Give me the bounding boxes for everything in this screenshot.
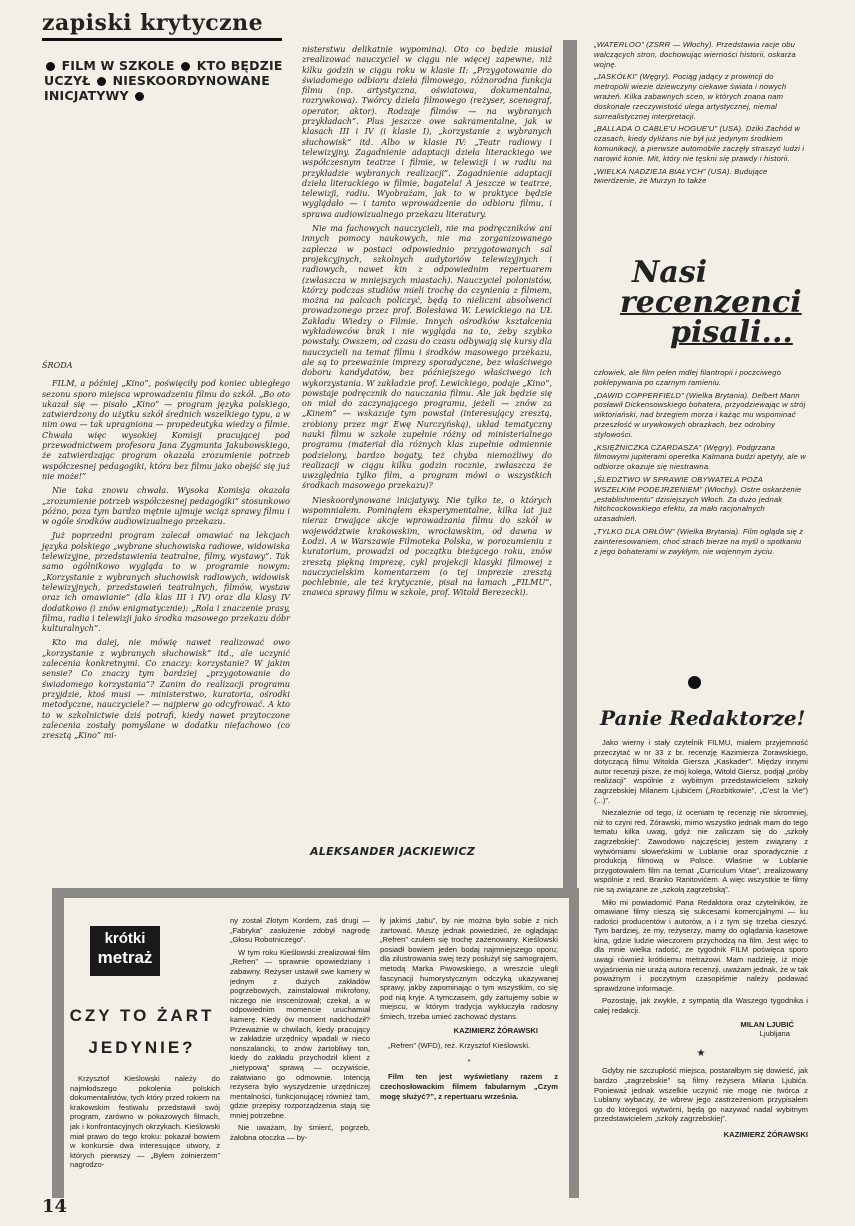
star-separator: * [467, 1056, 471, 1066]
heading-line: recenzenci [620, 285, 802, 320]
paragraph: Nie ma fachowych nauczycieli, nie ma podręczników ani innych pomocy naukowych, nie ma zorganizowanego zaplecza w postaci odpowiednio przygotowanych sal projekcyjnych, szkolnych audytoriów telewizyjnych i radiowych, nawet kin z odpowiednim repertuarem (zwłaszcza w mniejszych miastach). Nauczyciel polonistów, którzy podczas studiów mieli trochę do czynienia z filmem, można na palcach policzyć, będą to nieliczni absolwenci prowadzonego przez prof. Bolesława W. Lewickiego na UŁ Zakładu Wiedzy o Filmie. Innych ośrodków kształcenia wykładowców brak i nie wygląda na to, żeby szybko powstały. Owszem, od czasu do czasu odbywają się kursy dla nauczycieli na temat filmu i środków masowego przekazu, ale są to przeważnie imprezy sporadyczne, bez właściwego doboru kandydatów, bez późniejszego właściwego ich wykorzystania. W zakładzie prof. Lewickiego, podaje „Kino”, powstaje podręcznik do nauczania filmu. Ale jak będzie się on miał do zaczynającego programu, jeżeli — znów za „Kinem” — wskazuje tym powstał (interesujący zresztą, zrobiony przez mgr Ewę Nurczyńską), układ tematyczny nauki filmu w szkole zupełnie różny od ministerialnego programu (materiał dla różnych klas zupełnie odmiennie podzielony, bardzo bogaty, też chyba niemożliwy do realizacji w ciągu kilku godzin rocznie, zwłaszcza że uwzględnia tylko film, a program mówi o wszystkich środkach masowego przekazu)? [302, 223, 552, 491]
tag-line: metraż [97, 948, 153, 967]
review-entry: „WIELKA NADZIEJA BIAŁYCH” (USA). Budujące twierdzenie, że Murzyn to także [594, 166, 768, 186]
article-column-left [42, 360, 290, 744]
shortfilm-box-top-bar [52, 888, 576, 898]
section-header [42, 10, 284, 42]
review-entry: „BALLADA O CABLE'U HOGUE'U” (USA). Dziki Zachód w czasach, kiedy dyliżans nie był już jedynym środkiem komunikacji, a pierwsze automobile zaczęły straszyć ludzi i narowić konie. Mit, który nie tęskni się prawdy i historii. [594, 124, 805, 163]
headline-line: CZY TO ŻART [69, 1006, 215, 1025]
headline-part: UCZYŁ [44, 73, 91, 88]
letter-body [594, 738, 808, 1143]
article-headline [44, 58, 294, 103]
bullet-icon [181, 62, 190, 71]
section-heading-reviewers [620, 255, 810, 350]
headline-part: NIESKOORDYNOWANE [112, 73, 270, 88]
section-bullet-icon [688, 676, 701, 689]
film-credit: „Refren” (WFD), reż. Krzysztof Kieślowski. [388, 1041, 531, 1051]
paragraph: ły jakimś „tabu”, by nie można było sobie z nich żartować. Muszę jednak powiedzieć, że oglądając „Refren” czułem się trochę zażenowany. Kieślowski posiadł bowiem jeden bodaj najmniejszego oporu; dla zilustrowania swej tezy posłużył się samograjem, metodą Marka Piwowskiego, a wreszcie ulegli fascynacji humorystycznym odczyką ukazywanej sprawy, jakby zapominając o tym wszystkim, co się pod nią kryje. A tymczasem, gdy żartujemy sobie w miejscu, w którym tradycja wykluczyła radosny śmiech, trzeba umieć zachować dystans. [380, 916, 558, 1021]
headline-part: KTO BĘDZIE [196, 58, 283, 73]
paragraph: Już poprzedni program zalecał omawiać na lekcjach języka polskiego „wybrane słuchowiska radiowe, widowiska telewizyjne, przedstawienia teatralne, filmy, wystawy”. Tak samo ogólnikowo wygląda to w programie nowym: „Korzystanie z wybranych słuchowisk radiowych, widowisk telewizyjnych, przedstawień teatralnych, filmów, wystaw oraz ich omawianie” (dla klas III i IV) oraz dla klasy IV dodatkowo (i znów enigmatycznie): „Rola i znaczenie prasy, filmu, radia i telewizji jako środka masowego przekazu dóbr kulturalnych”. [42, 530, 290, 634]
paragraph: Nie uważam, by śmierć, pogrzeb, żałobna otoczka — by- [230, 1123, 370, 1143]
letter-signature: MILAN LJUBIĆ [740, 1019, 794, 1029]
page-number: 14 [42, 1196, 68, 1217]
review-entry: „DAWID COPPERFIELD” (Wielka Brytania). Delbert Mann posławił Dickensowskiego bohatera, przyodziewając w strój wiktoriański, nad brzegiem morza i każąc mu wspominać przeszłość w urywkowych obrazkach, bez odrobiny stylowości. [594, 390, 806, 439]
letter-city: Ljubljana [759, 1029, 790, 1039]
heading-line: Nasi [632, 255, 708, 290]
screening-note: Film ten jest wyświetlany razem z czechosłowackim filmem fabularnym „Czym mogę służyć?”, z repertuaru września. [380, 1072, 558, 1101]
headline-part: FILM W SZKOLE [61, 58, 175, 73]
paragraph: Jako wierny i stały czytelnik FILMU, miałem przyjemność przeczytać w nr 33 z br. recenzję Kazimierza Żorawskiego, dotyczącą filmu Witolda Giersza „Kaskader”. Między innymi autor recenzji pisze, że mój kolega, Witold Giersz, podjął „próby realizacji” wspólnie z wybitnym przedstawicielem szkoły zagrzebskiej Milanem Ljubićem („Rozbitkowie”, „C'est la Vie”) (...)”. [594, 738, 808, 805]
section-title: zapiski krytyczne [42, 10, 264, 36]
paragraph: Kto ma dalej, nie mówię nawet realizować owo „korzystanie z wybranych słuchowisk” itd., ale uczynić zalecenia konkretnymi. Co znaczy: korzystanie? W jakim sensie? Co znaczy tym bardziej „przygotowanie do świadomego korzystania”? Zanim do realizacji programu przyjdzie, ktoś musi — ministerstwo, kuratoria, ośrodki metodyczne, nauczyciele? — najpierw go odcyfrować. A kto to w szkolnictwie dziś potrafi, kiedy nawet przytoczone zalecenia zostały pomyślane w dodatku niefachowo (co zresztą „Kino” mi- [42, 637, 290, 741]
review-entry: „KSIĘŻNICZKA CZARDASZA” (Węgry). Podgrzana filmowymi jupiterami operetka Kalmana budzi apetyty, ale w odbiorze okazuje się niestrawna. [594, 442, 806, 472]
paragraph: W tym roku Kieślowski zrealizował film „Refren” — sprawnie opowiedziany i zabawny. Reżyser ustawił swe kamery w jednym z dużych zakładów pogrzebowych, zainstalował mikrofony, niczego nie inscenizował; czekał, a w odpowiednim momencie uruchamiał kamerę. Kiedy ów moment nadchodził? Przeważnie w chwilach, kiedy pracujący w zakładzie urzędnicy wpadali w nieco nonszalancki, to znów żartobliwy ton, kiedy do zakładu przychodził klient z „nietypową” sprawą — oczywiście, załatwiano go odmownie. Intencją reżysera było wyszydzenie urzędniczej mentalności, funkcjonującej również tam, gdzie przepisy rozporządzenia stają się mniej potrzebne. [230, 947, 370, 1120]
shortfilm-col3 [380, 916, 558, 1104]
paragraph: ny został Złotym Kordem, zaś drugi — „Fabryka” zasłużenie zdobył nagrodę „Głosu Robotniczego”. [230, 916, 370, 945]
article-column-middle [302, 44, 552, 602]
star-separator: ★ [696, 1047, 706, 1059]
paragraph: Gdyby nie szczupłość miejsca, postarałbym się dowieść, jak bardzo „zagrzebskie” są filmy reżysera Milana Ljubića. Ponieważ jednak wszelkie uczynić nie mogę nie twórca z Lublany wybaczy, że wbrew jego zastrzeżeniom przypisałem go do któregoś wytwórni, będą go nazywać nadal wybitnym przedstawicielem „szkoły zagrzebskiej”. [594, 1066, 808, 1124]
shortfilm-col2 [230, 916, 370, 1146]
paragraph: Nie taka znowu chwała. Wysoka Komisja okazała „zrozumienie potrzeb współczesnej pedagogiki” stosunkowo późno, poza tym bardzo mętnie ujmuje wciąż sprawy filmu i w ogóle środków audiowizualnego przekazu. [42, 485, 290, 527]
bullet-icon [46, 62, 55, 71]
review-entry: „ŚLEDZTWO W SPRAWIE OBYWATELA POZA WSZELKIM PODEJRZENIEM” (Włochy). Ostre oskarżenie „establishmentu” dzisiejszych Włoch. Za dużo jednak hitchcockowskiego efektu, za mało racjonalnych uzasadnień. [594, 474, 802, 524]
paragraph: Nieskoordynowane inicjatywy. Nie tylko te, o których wspomniałem. Pominąłem eksperymentalne, kilka lat już nieraz trwające akcje wprowadzania filmu do szkół w województwie krakowskim, wrocławskim, od dawna w Łodzi. A w Warszawie Filmoteka Polska, w porozumieniu z kuratorium, prowadzi od początku bieżącego roku, znów zresztą piękną imprezę, cykl projekcji klasyki filmowej z nauczycielskim komentarzem (o tej imprezie zresztą pochlebnie, ale też krytycznie, pisał na łamach „FILMU”, znawca sprawy filmu w szkole, prof. Witold Berezecki). [302, 494, 552, 598]
paragraph: Miło mi powiadomić Pana Redaktora oraz czytelników, że omawiane filmy cieszą się sukcesami komercjalnymi — ku radości producentów i autorów, a i z tym się trzeba cieszyć. Tym bardziej, że my, reżyserzy, mamy do oglądania kasetowe kina, gdzie ludzie wieczorem przychodzą na film. Jest więc to dla mnie wielka radość, że tygodnik FILM poświęca sporo uwagi również krótkiemu metrażowi. Mam nadzieję, iż moje wyjaśnienia nie urażą autora recenzji, uważam jednak, że w tak poważnym i poczytnym czasopiśmie należy podawać sprawdzone informacje. [594, 897, 808, 993]
shortfilm-box-right-bar [569, 888, 579, 1198]
paragraph: nisterstwu delikatnie wypomina). Oto co będzie musiał zrealizować nauczyciel w ciągu nie więcej zapewne, niż kilku godzin w ciągu roku w klasie II: „Przygotowanie do świadomego odbioru dzieła filmowego, różnorodna funkcja filmu (np. artystyczna, oświatowa, dokumentalna, rozrywkowa). Twórcy dzieła filmowego (reżyser, scenograf, operator, aktor). Rodzaje filmów — na wybranych przykładach”. Plus jeszcze owe sakramentalne, jak w klasach III i IV (i klasie I), „korzystanie z wybranych słuchowisk” itd. Albo w klasie IV: „Teatr radiowy i telewizyjny. Zagadnienie adaptacji dzieła literackiego we współczesnym teatrze i filmie, w telewizji i w radiu na przykładzie wybranych realizacji”. Zagadnienie adaptacji dzieła literackiego w filmie, bagatela! A jeszcze w teatrze, telewizji, radiu. Wyobrażam, jak to w praktyce będzie wyglądało — i tamto wprowadzenie do odbioru filmu, i sprawa audiowizualnego przekazu literatury. [302, 44, 552, 219]
paragraph: Krzysztof Kieślowski należy do najmłodszego pokolenia polskich dokumentalistów, tych który przed rokiem na krakowskim festiwalu przedstawił swój program, zarówno w pokazowych filmach, jak i konfrontacyjnych okrzykach. Kieślowski miał prawo do tego kroku: pokazał bowiem w konkursie dwa interesujące utwory, z których pierwszy — „Byłem żołnierzem” nagrodzo- [70, 1074, 220, 1170]
author-signature: KAZIMIERZ ŻÓRAWSKI [453, 1025, 538, 1035]
headline-line: JEDYNIE? [88, 1038, 196, 1057]
paragraph: Niezależnie od tego, iż oceniam tę recenzję nie skromniej, niż to czyni red. Żórawski, mimo wszystko jednak mam do tego tematu kilka uwag, gdyż nie zaliczam się do „szkoły zagrzebskiej”. Zawodowo najczęściej jestem związany z wytwórniami słoweńskimi w Lublanie oraz sporadycznie z produkcją filmową w Polsce. Właśnie w Lublanie przygotowałem film na temat „Curriculum Vitae”, zrealizowany wspólnie z red. Branko Ranitovićem. A więc wszystkie te filmy nie są związane ze „szkołą zagrzebską”. [594, 808, 808, 894]
review-entry: „WATERLOO” (ZSRR — Włochy). Przedstawia racje obu walczących stron, dochowując wierności historii, oskarża wojnę. [594, 40, 796, 69]
shortfilm-headline [62, 1000, 222, 1064]
review-entry: „JASKÓŁKI” (Węgry). Pociąg jadący z prowincji do metropolii wiezie dziewczyny ciekawe świata i nowych wrażeń. Kilka zabawnych scen, w których znana nam doskonale rzeczywistość ulega artystycznej, niemal surrealistycznej interpretacji. [594, 72, 787, 121]
reviews-column [594, 40, 806, 189]
article-signature: ALEKSANDER JACKIEWICZ [310, 845, 476, 858]
heading-line: pisali... [670, 315, 793, 350]
column-divider-bar [563, 40, 577, 888]
review-entry: „TYLKO DLA ORŁÓW” (Wielka Brytania). Film ogląda się z zainteresowaniem, choć strach bierze na myśl o spotkaniu z jego bohaterami w zwykłym, nie wojennym życiu. [594, 526, 804, 556]
reviews-column-continued [594, 368, 806, 559]
paragraph: FILM, a później „Kino”, poświęciły pod koniec ubiegłego sezonu sporo miejsca wprowadzeniu filmu do szkół. „Bo oto ukazał się — pisało „Kino” — program języka polskiego, zatwierdzony do użytku szkół średnich wszelkiego typu, a w nim owa — tak upragniona — propedeutyka wiedzy o filmie. Chwała więc wysokiej Komisji pracującej pod przewodnictwem profesora Jana Zygmunta Jakubowskiego, że zatwierdzając program okazała zrozumienie potrzeb współczesnej pedagogiki, która bez filmu jako obejść się już nie może!” [42, 378, 290, 481]
headline-part: INICJATYWY [44, 88, 129, 103]
bullet-icon [135, 92, 144, 101]
bullet-icon [97, 77, 106, 86]
krotki-metraz-tag [90, 926, 160, 976]
shortfilm-col1 [70, 1074, 220, 1173]
tag-line: krótki [104, 930, 146, 947]
letter-heading: Panie Redaktorze! [600, 706, 806, 730]
review-entry: człowiek, ale film pełen mdłej filantropii i poczciwego poklepywania po czarnym ramieniu. [594, 368, 781, 387]
title-underline [42, 38, 282, 41]
paragraph: Pozostaję, jak zwykle, z sympatią dla Waszego tygodnika i całej redakcji. [594, 996, 808, 1016]
reply-signature: KAZIMIERZ ŻÓRAWSKI [723, 1129, 808, 1139]
day-label: ŚRODA [42, 360, 73, 370]
